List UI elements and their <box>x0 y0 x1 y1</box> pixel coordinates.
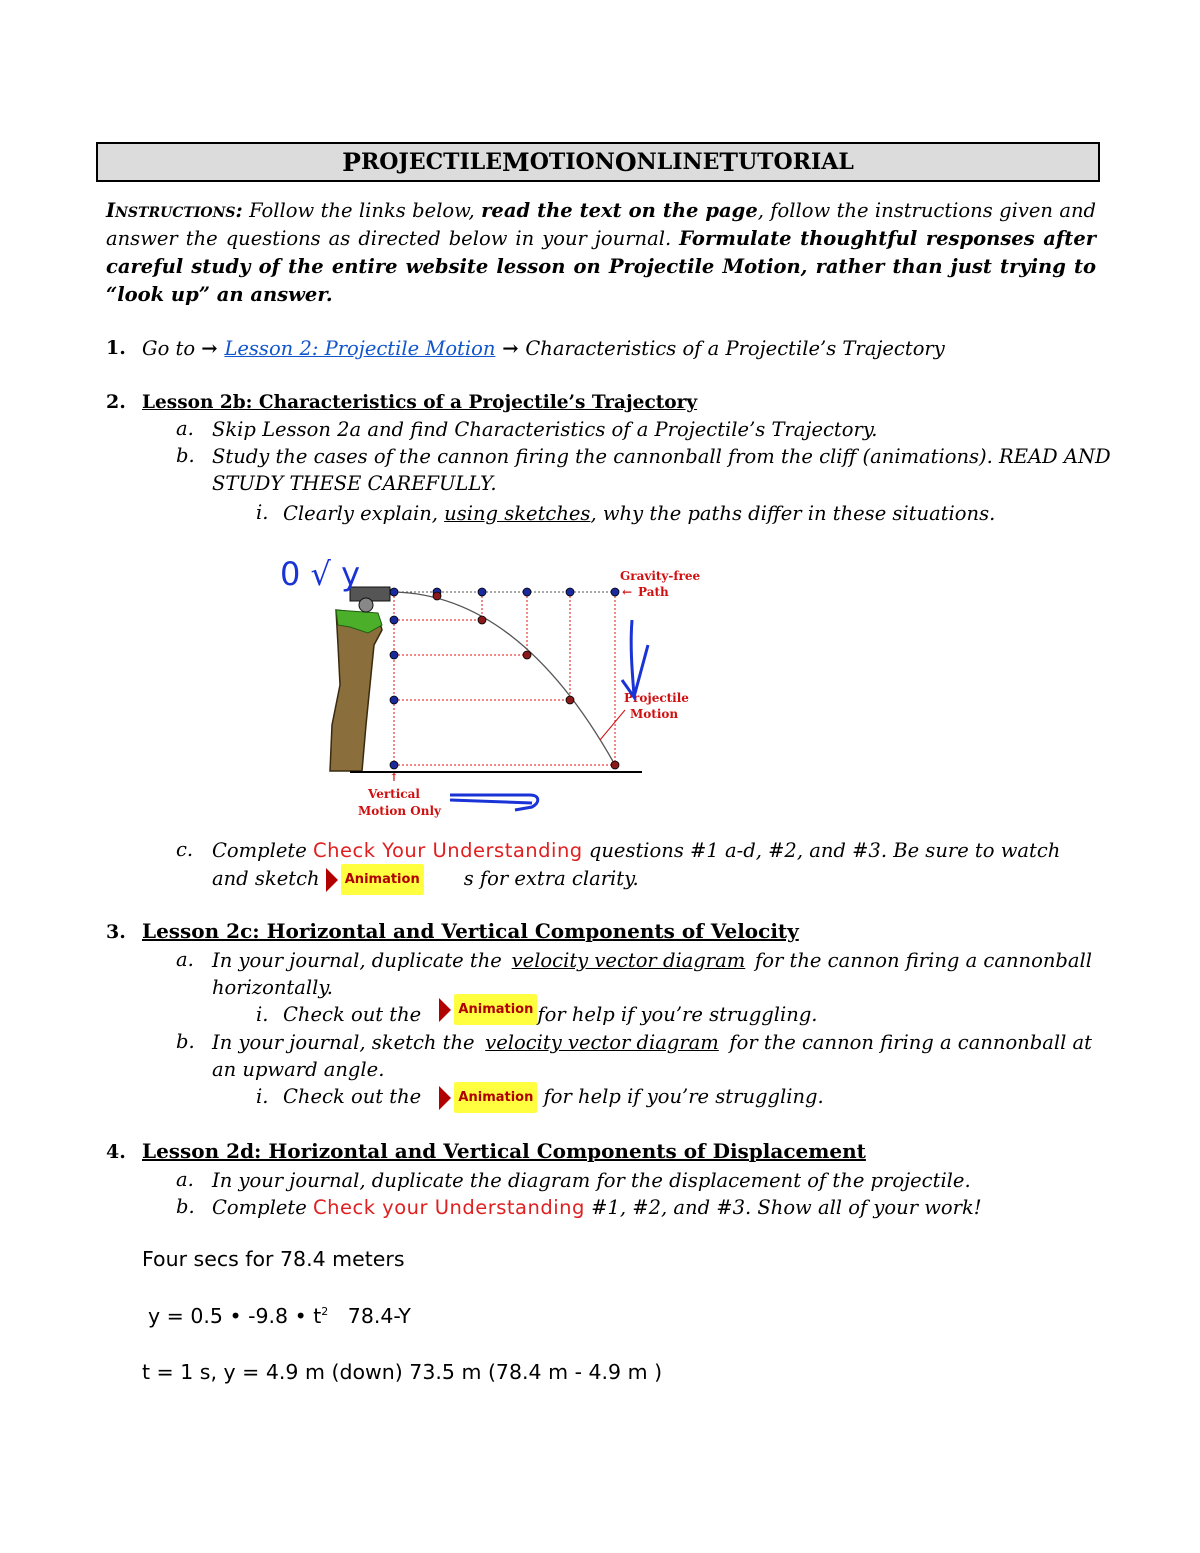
answer-equation: y = 0.5 • -9.8 • t <box>148 1304 322 1328</box>
vertical-motion-label: Vertical <box>368 787 420 801</box>
list-letter: i. <box>256 501 269 524</box>
item2bi-text: , why the paths differ in these situations. <box>590 502 996 525</box>
play-icon <box>326 868 338 892</box>
item-number: 3. <box>106 921 126 943</box>
cannon-wheel-icon <box>359 598 373 612</box>
handwritten-down-arrow <box>622 620 648 697</box>
answer-line-2 <box>148 1304 411 1328</box>
lesson-2b-heading: Lesson 2b: Characteristics of a Projectile’s Trajectory <box>142 392 698 413</box>
animation-button[interactable] <box>439 998 537 1022</box>
answer-line-3: t = 1 s, y = 4.9 m (down) 73.5 m (78.4 m - 4.9 m ) <box>142 1360 663 1384</box>
item4a-text: In your journal, duplicate the diagram for the displacement of the projectile. <box>212 1169 971 1192</box>
page-title <box>96 142 1100 182</box>
item2c-text: Complete <box>212 839 313 862</box>
instructions-text: Follow the links below, <box>242 199 482 222</box>
play-icon <box>439 1086 451 1110</box>
instructions-text: , follow the instructions given and answer the questions as directed below in your journal. <box>106 199 1097 250</box>
item2a-text: Skip Lesson 2a and find Characteristics of a Projectile’s Trajectory. <box>212 418 878 441</box>
item2c-text: questions #1 a-d, #2, and #3. Be sure to watch <box>582 839 1061 862</box>
check-understanding-link[interactable]: Check your Understanding <box>313 1196 585 1219</box>
item3ai-text: Check out the <box>283 1003 428 1026</box>
instructions-bold: Formulate thoughtful responses after careful study of the entire website lesson on Projectile Motion, rather than just trying to “look up” an answer. <box>106 227 1096 306</box>
instructions-paragraph <box>106 197 1096 309</box>
item4b-line <box>212 1194 982 1221</box>
arrow-icon: → <box>495 337 526 360</box>
gravity-free-label-2: Path <box>638 585 669 599</box>
title-part: T <box>719 147 738 177</box>
item3b-underlined: velocity vector diagram <box>485 1031 719 1054</box>
item3a-line-1 <box>212 947 1092 974</box>
animation-label: Animation <box>454 994 537 1025</box>
animation-label: Animation <box>341 864 424 895</box>
cliff-shape <box>330 610 382 771</box>
list-letter: a. <box>176 1168 194 1191</box>
item2bi-line <box>283 500 995 527</box>
item-number: 2. <box>106 391 126 413</box>
item3b-text: In your journal, sketch the <box>212 1031 475 1054</box>
item3b-line-1 <box>212 1029 1092 1056</box>
item4b-text: #1, #2, and #3. Show all of your work! <box>584 1196 982 1219</box>
check-understanding-link[interactable]: Check Your Understanding <box>313 839 583 862</box>
arrow-icon: → <box>201 337 225 360</box>
answer-line-1: Four secs for 78.4 meters <box>142 1247 405 1271</box>
list-letter: i. <box>256 1003 269 1026</box>
answer-equation-2: 78.4-Y <box>328 1304 411 1328</box>
handwritten-label: 0 √ y <box>280 555 361 593</box>
item2c-line-1 <box>212 837 1060 864</box>
list-letter: i. <box>256 1085 269 1108</box>
item3ai-text: for help if you’re struggling. <box>537 1003 818 1026</box>
title-part: OTION <box>529 149 615 175</box>
handwritten-right-arrow <box>450 795 538 810</box>
title-part: M <box>502 147 530 177</box>
list-letter: b. <box>176 1030 195 1053</box>
vertical-motion-label-2: Motion Only <box>358 804 442 818</box>
title-part: P <box>342 147 361 177</box>
item1-line <box>142 335 945 362</box>
instructions-bold: read the text on the page <box>481 199 758 222</box>
list-letter: a. <box>176 417 194 440</box>
list-letter: a. <box>176 948 194 971</box>
animation-button[interactable] <box>439 1086 537 1110</box>
projectile-label-arrow <box>600 710 625 740</box>
item2b-text-2: STUDY THESE CAREFULLY. <box>212 472 497 495</box>
item3ai-line <box>283 1001 818 1028</box>
projectile-dots <box>433 592 619 769</box>
title-part: NLINE <box>636 149 720 175</box>
item3bi-text: for help if you’re struggling. <box>537 1085 824 1108</box>
item4b-text: Complete <box>212 1196 313 1219</box>
item2bi-underlined: using sketches <box>444 502 591 525</box>
projectile-label-2: Motion <box>630 707 679 721</box>
animation-button[interactable] <box>326 868 424 892</box>
item2c-line-2 <box>212 865 639 892</box>
play-icon <box>439 998 451 1022</box>
guide-lines <box>394 592 615 765</box>
item2b-text-1: Study the cases of the cannon firing the cannonball from the cliff (animations). READ AND <box>212 445 1111 468</box>
lesson-2c-heading: Lesson 2c: Horizontal and Vertical Components of Velocity <box>142 919 799 943</box>
title-part: UTORIAL <box>737 149 854 175</box>
projectile-path <box>394 592 615 765</box>
item2bi-text: Clearly explain, <box>283 502 445 525</box>
item1-text: Go to <box>142 337 202 360</box>
answer-exponent: 2 <box>321 1305 329 1319</box>
item-number: 4. <box>106 1141 126 1163</box>
title-part: O <box>614 147 637 177</box>
lesson-2d-heading: Lesson 2d: Horizontal and Vertical Components of Displacement <box>142 1139 866 1163</box>
gravity-free-label: Gravity-free <box>620 569 701 583</box>
instructions-label: Instructions: <box>106 199 243 222</box>
item3b-line-2: an upward angle. <box>212 1058 385 1081</box>
list-letter: b. <box>176 1195 195 1218</box>
item3a-underlined: velocity vector diagram <box>511 949 746 972</box>
item1-text: Characteristics of a Projectile’s Trajectory <box>525 337 945 360</box>
projectile-label: Projectile <box>624 691 689 705</box>
item3bi-text: Check out the <box>283 1085 428 1108</box>
arrow-up-icon: ↑ <box>389 771 399 784</box>
item3bi-line <box>283 1083 824 1110</box>
list-letter: c. <box>176 838 194 861</box>
position-dots <box>390 588 619 769</box>
item3a-text: for the cannon firing a cannonball <box>755 949 1092 972</box>
item-number: 1. <box>106 337 126 359</box>
arrow-left-icon: ← <box>622 585 633 599</box>
list-letter: b. <box>176 444 195 467</box>
item3a-text: In your journal, duplicate the <box>212 949 502 972</box>
item2c-text: and sketch <box>212 867 326 890</box>
item3b-text: for the cannon firing a cannonball at <box>729 1031 1092 1054</box>
item3a-line-2: horizontally. <box>212 976 333 999</box>
animation-label: Animation <box>454 1082 537 1113</box>
item2c-text: s for extra clarity. <box>463 867 639 890</box>
title-part: ROJECTILE <box>360 149 503 175</box>
projectile-diagram <box>270 545 740 830</box>
lesson2-link[interactable]: Lesson 2: Projectile Motion <box>224 337 496 360</box>
